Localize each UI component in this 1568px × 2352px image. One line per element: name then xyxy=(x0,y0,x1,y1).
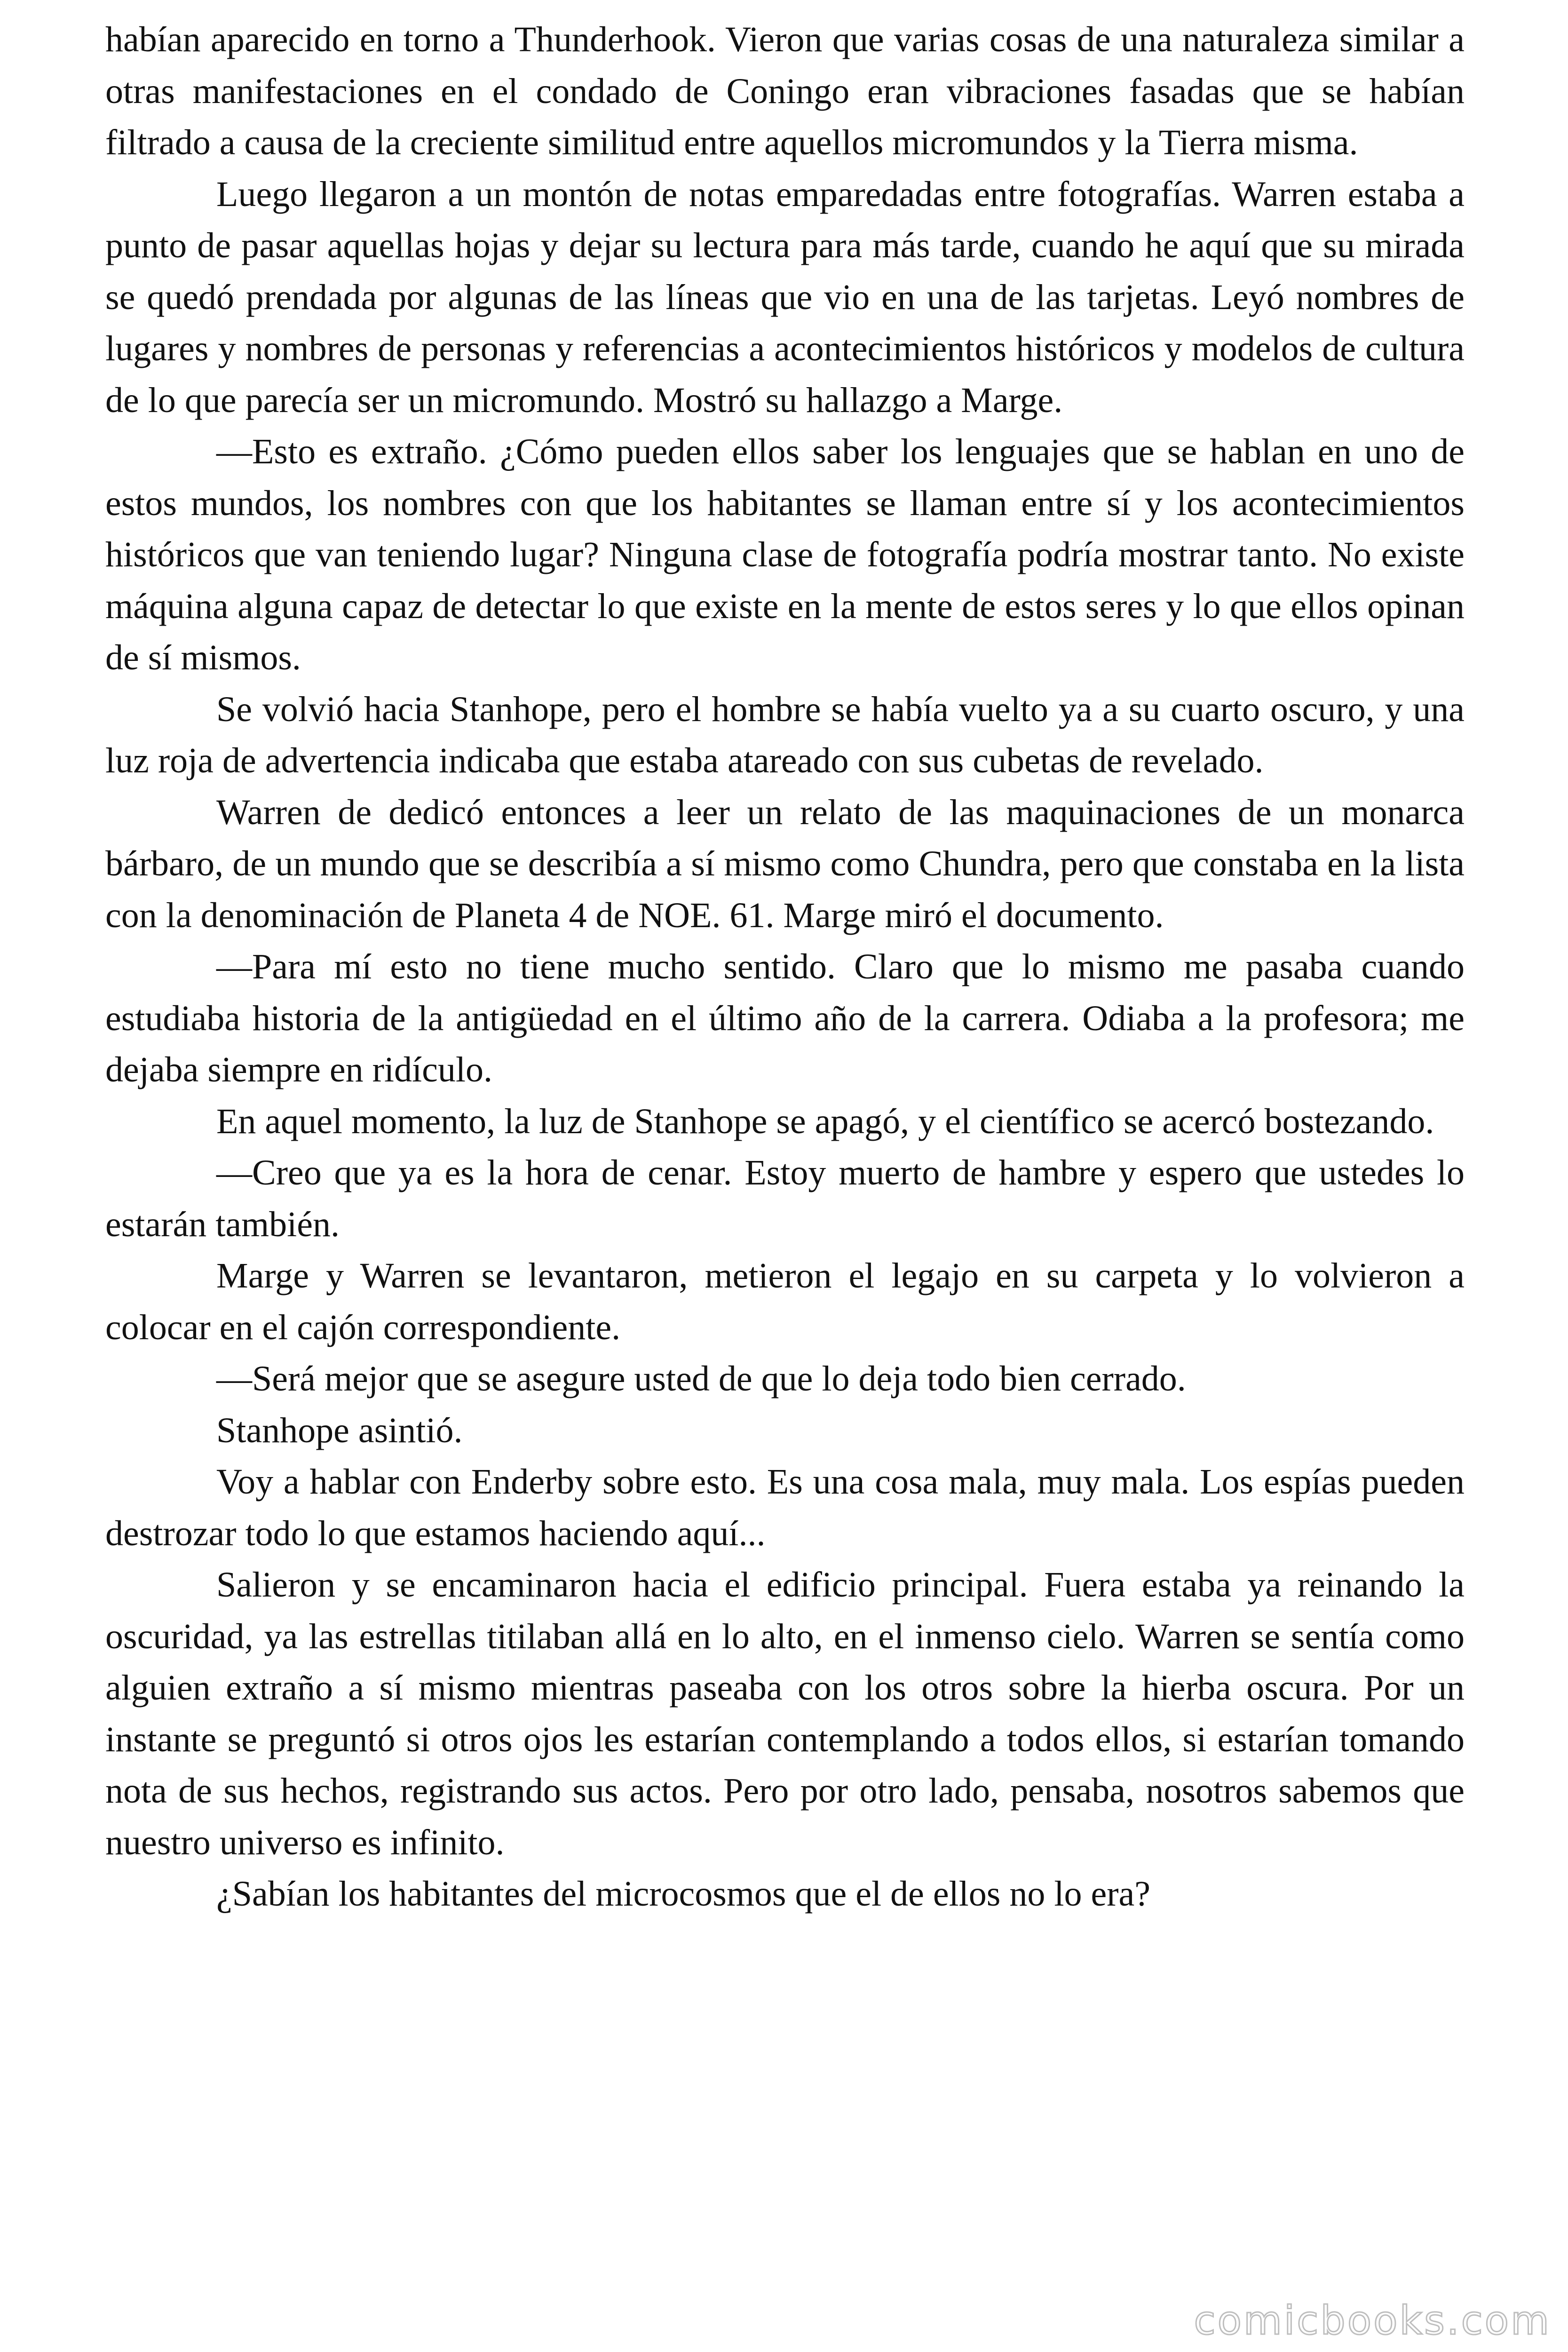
paragraph-3: —Esto es extraño. ¿Cómo pueden ellos saber los lenguajes que se hablan en uno de estos mundos, los nombres con que los habitantes se llaman entre sí y los acontecimientos históricos que van teniendo lugar? Ninguna clase de fotografía podría mostrar tanto. No existe máquina alguna capaz de detectar lo que existe en la mente de estos seres y lo que ellos opinan de sí mismos. xyxy=(105,432,1465,677)
paragraph-5: Warren de dedicó entonces a leer un relato de las maquinaciones de un monarca bárbaro, de un mundo que se describía a sí mismo como Chundra, pero que constaba en la lista con la denominación de Planeta 4 de NOE. 61. Marge miró el documento. xyxy=(105,792,1465,935)
paragraph-6: —Para mí esto no tiene mucho sentido. Claro que lo mismo me pasaba cuando estudiaba historia de la antigüedad en el último año de la carrera. Odiaba a la profesora; me dejaba siempre en ridículo. xyxy=(105,947,1465,1089)
paragraph-2: Luego llegaron a un montón de notas emparedadas entre fotografías. Warren estaba a punto de pasar aquellas hojas y dejar su lectura para más tarde, cuando he aquí que su mirada se quedó prendada por algunas de las líneas que vio en una de las tarjetas. Leyó nombres de lugares y nombres de personas y referencias a acontecimientos históricos y modelos de cultura de lo que parecía ser un micromundo. Mostró su hallazgo a Marge. xyxy=(105,174,1465,420)
paragraph-14: ¿Sabían los habitantes del microcosmos que el de ellos no lo era? xyxy=(216,1874,1150,1914)
paragraph-4: Se volvió hacia Stanhope, pero el hombre se había vuelto ya a su cuarto oscuro, y una luz roja de advertencia indicaba que estaba atareado con sus cubetas de revelado. xyxy=(105,689,1465,780)
paragraph-12: Voy a hablar con Enderby sobre esto. Es una cosa mala, muy mala. Los espías pueden destrozar todo lo que estamos haciendo aquí... xyxy=(105,1462,1465,1553)
paragraph-10: —Será mejor que se asegure usted de que lo deja todo bien cerrado. xyxy=(216,1359,1186,1398)
paragraph-9: Marge y Warren se levantaron, metieron el legajo en su carpeta y lo volvieron a colocar en el cajón correspondiente. xyxy=(105,1256,1465,1347)
watermark-logo: comicbooks.com xyxy=(1194,2297,1551,2344)
paragraph-11: Stanhope asintió. xyxy=(216,1410,463,1450)
book-page-text xyxy=(105,14,1465,1920)
paragraph-13: Salieron y se encaminaron hacia el edificio principal. Fuera estaba ya reinando la oscuridad, ya las estrellas titilaban allá en lo alto, en el inmenso cielo. Warren se sentía como alguien extraño a sí mismo mientras paseaba con los otros sobre la hierba oscura. Por un instante se preguntó si otros ojos les estarían contemplando a todos ellos, si estarían tomando nota de sus hechos, registrando sus actos. Pero por otro lado, pensaba, nosotros sabemos que nuestro universo es infinito. xyxy=(105,1565,1465,1862)
paragraph-8: —Creo que ya es la hora de cenar. Estoy muerto de hambre y espero que ustedes lo estarán también. xyxy=(105,1153,1465,1244)
paragraph-1: habían aparecido en torno a Thunderhook. Vieron que varias cosas de una naturaleza similar a otras manifestaciones en el condado de Coningo eran vibraciones fasadas que se habían filtrado a causa de la creciente similitud entre aquellos micromundos y la Tierra misma. xyxy=(105,20,1465,162)
paragraph-7: En aquel momento, la luz de Stanhope se apagó, y el científico se acercó bostezando. xyxy=(216,1101,1434,1141)
